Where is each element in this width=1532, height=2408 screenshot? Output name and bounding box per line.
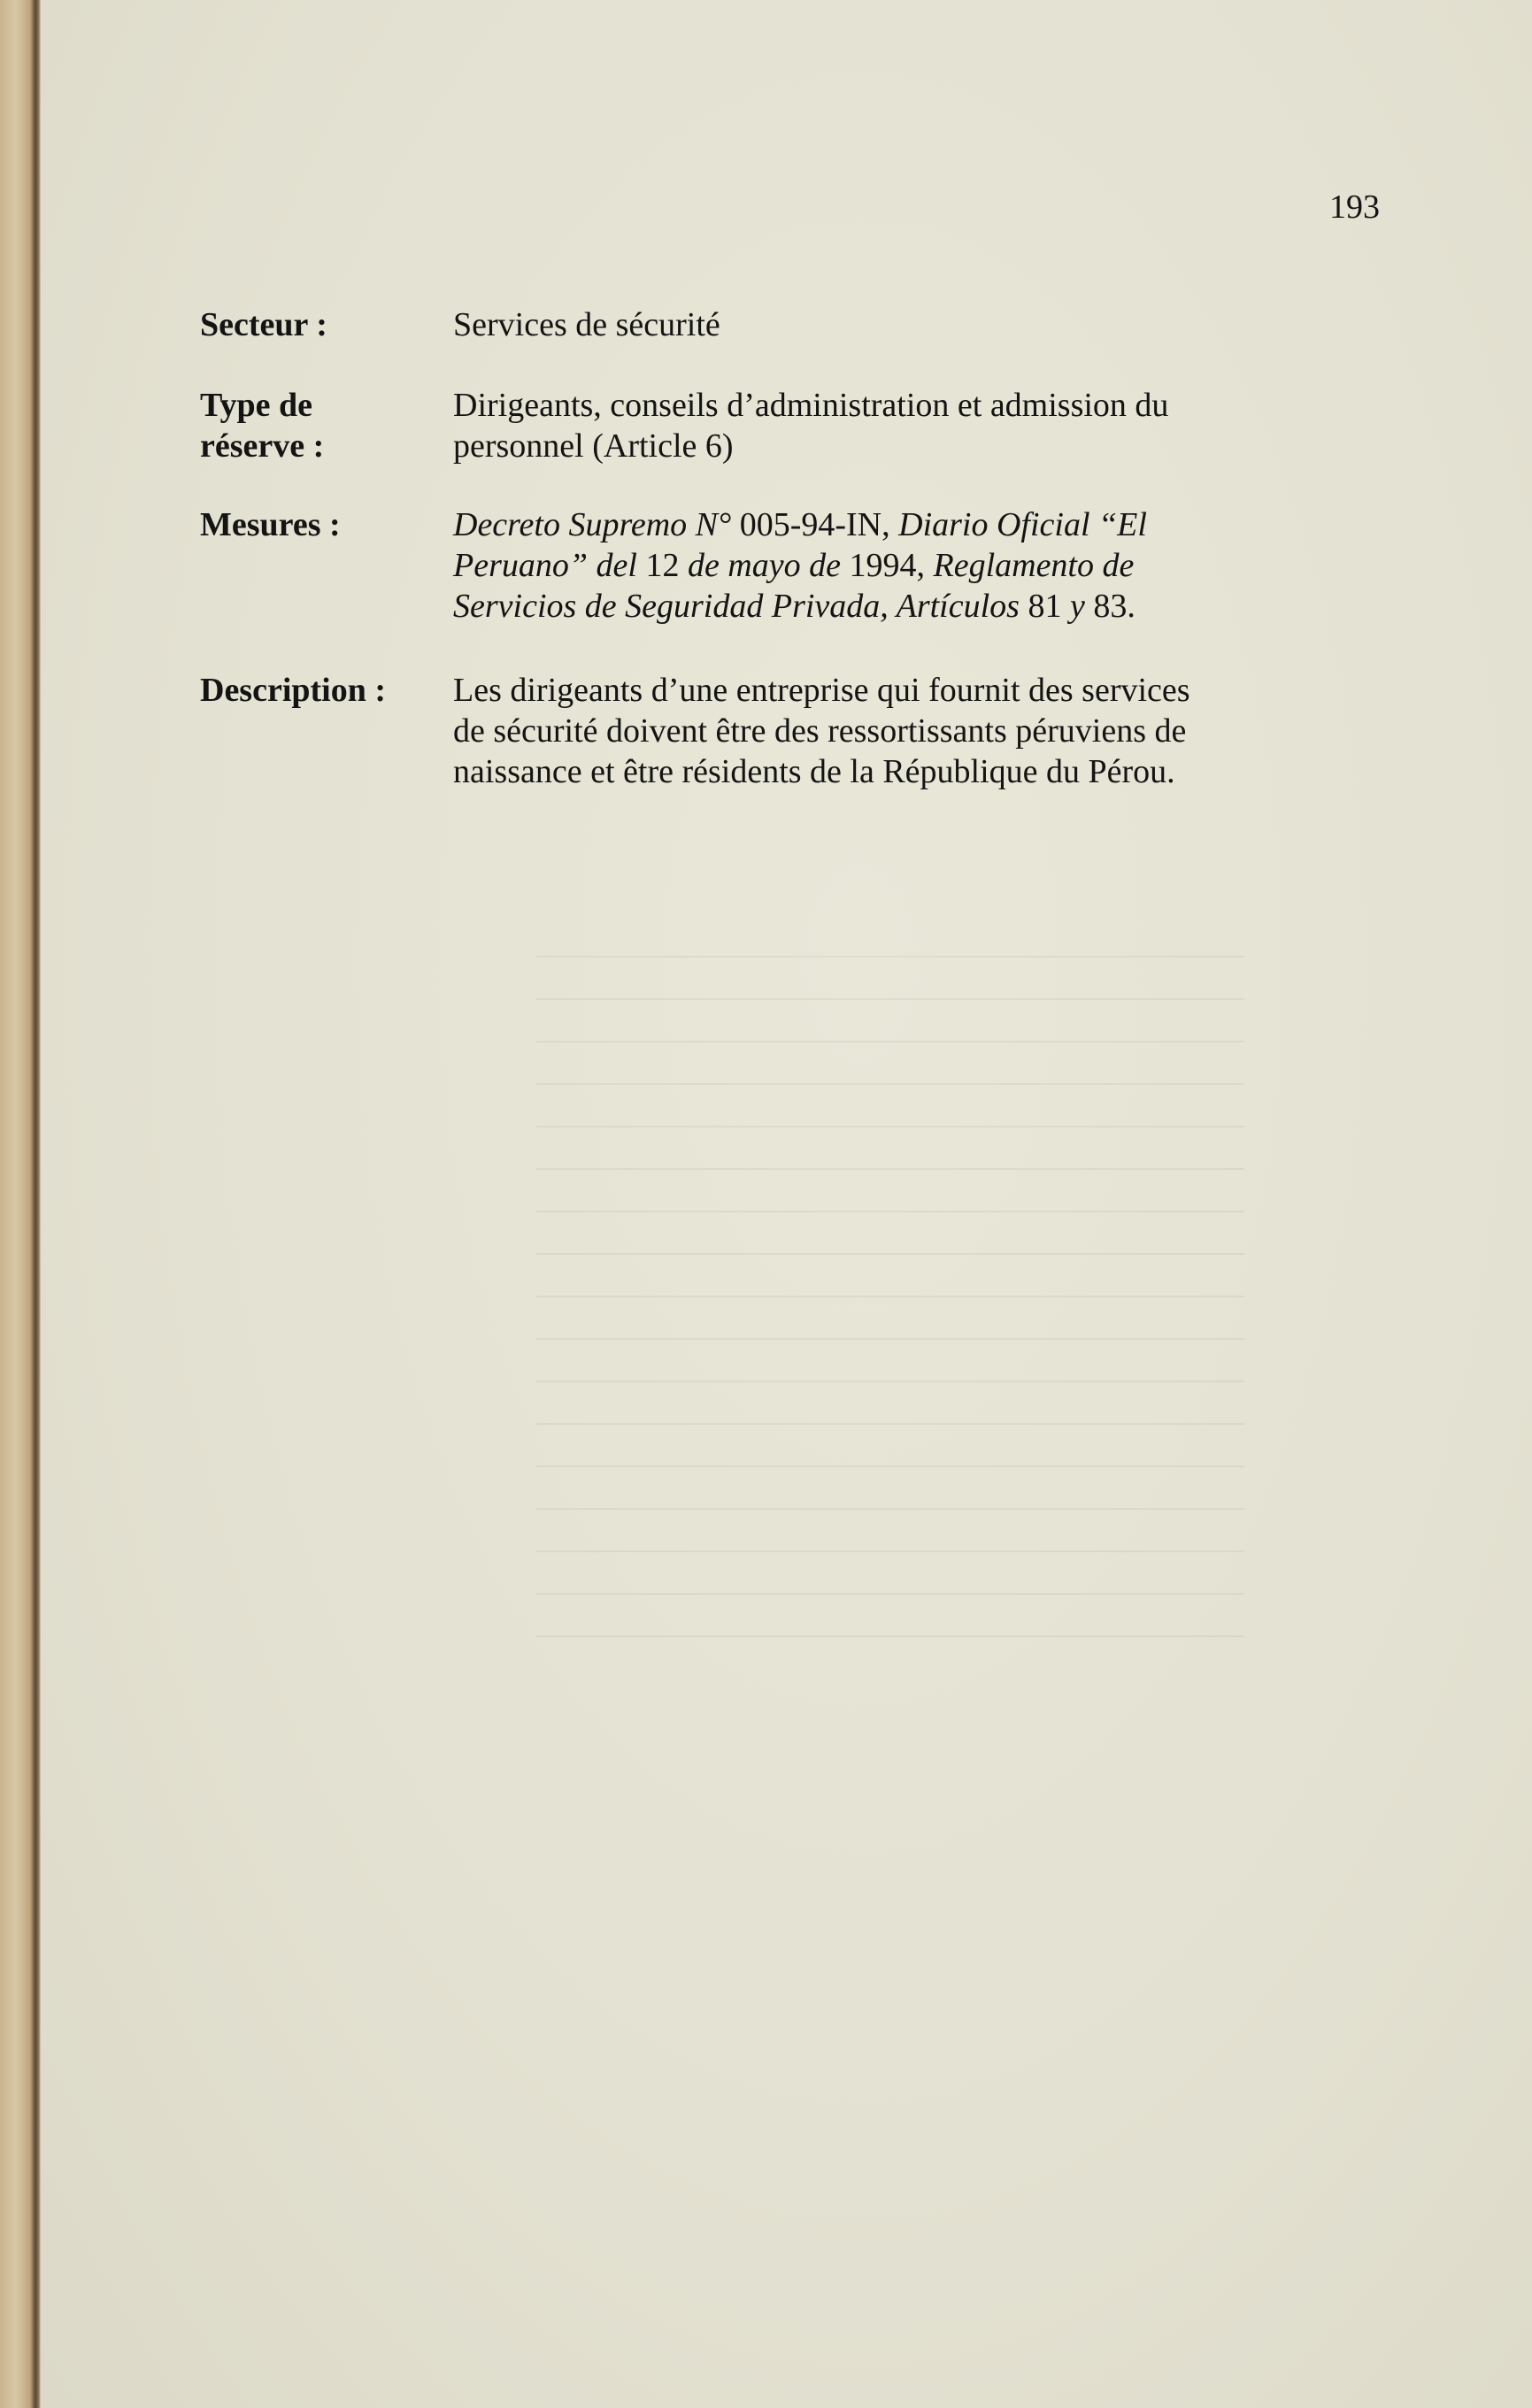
mesures-line2-part-b: 12 — [636, 547, 688, 584]
mesures-line1-part-a: Decreto Supremo N° — [453, 506, 732, 543]
secteur-value: Services de sécurité — [453, 306, 720, 343]
mesures-value-line3 — [453, 586, 1276, 627]
mesures-line1-part-b: 005-94-IN, — [731, 506, 899, 543]
mesures-line1-part-c: Diario Oficial “El — [898, 506, 1147, 543]
secteur-label: Secteur : — [200, 306, 327, 343]
mesures-line2-part-c: de mayo de — [687, 547, 841, 584]
description-value-line2: de sécurité doivent être des ressortissants péruviens de — [453, 712, 1187, 750]
mesures-line3-part-d: 83. — [1084, 588, 1136, 625]
description-label: Description : — [200, 672, 387, 709]
mesures-line2-part-a: Peruano” del — [453, 547, 637, 584]
type-de-reserve-value-line2: personnel (Article 6) — [453, 427, 734, 465]
book-binding-edge — [0, 0, 41, 2408]
mesures-line3-part-a: Servicios de Seguridad Privada, Artículos — [453, 588, 1020, 625]
description-value-line1: Les dirigeants d’une entreprise qui fournit des services — [453, 672, 1190, 709]
mesures-line2-part-e: Reglamento de — [933, 547, 1135, 584]
description-value — [453, 670, 1276, 792]
mesures-line3-part-c: y — [1069, 588, 1085, 625]
description-value-line3: naissance et être résidents de la République du Pérou. — [453, 753, 1175, 790]
type-de-reserve-value-line1: Dirigeants, conseils d’administration et admission du — [453, 387, 1169, 424]
type-de-reserve-label-line1: Type de — [200, 387, 313, 424]
mesures-value — [453, 504, 1276, 627]
mesures-line3-part-b: 81 — [1019, 588, 1070, 625]
type-de-reserve-label-line2: réserve : — [200, 427, 325, 465]
mesures-value-line1 — [453, 504, 1276, 545]
document-page — [41, 0, 1532, 2408]
mesures-label: Mesures : — [200, 506, 341, 543]
page-number: 193 — [1329, 188, 1380, 226]
type-de-reserve-value — [453, 385, 1276, 466]
mesures-value-line2 — [453, 545, 1276, 586]
mesures-line2-part-d: 1994, — [840, 547, 934, 584]
show-through-text — [536, 956, 1244, 1664]
type-de-reserve-label — [200, 385, 466, 466]
